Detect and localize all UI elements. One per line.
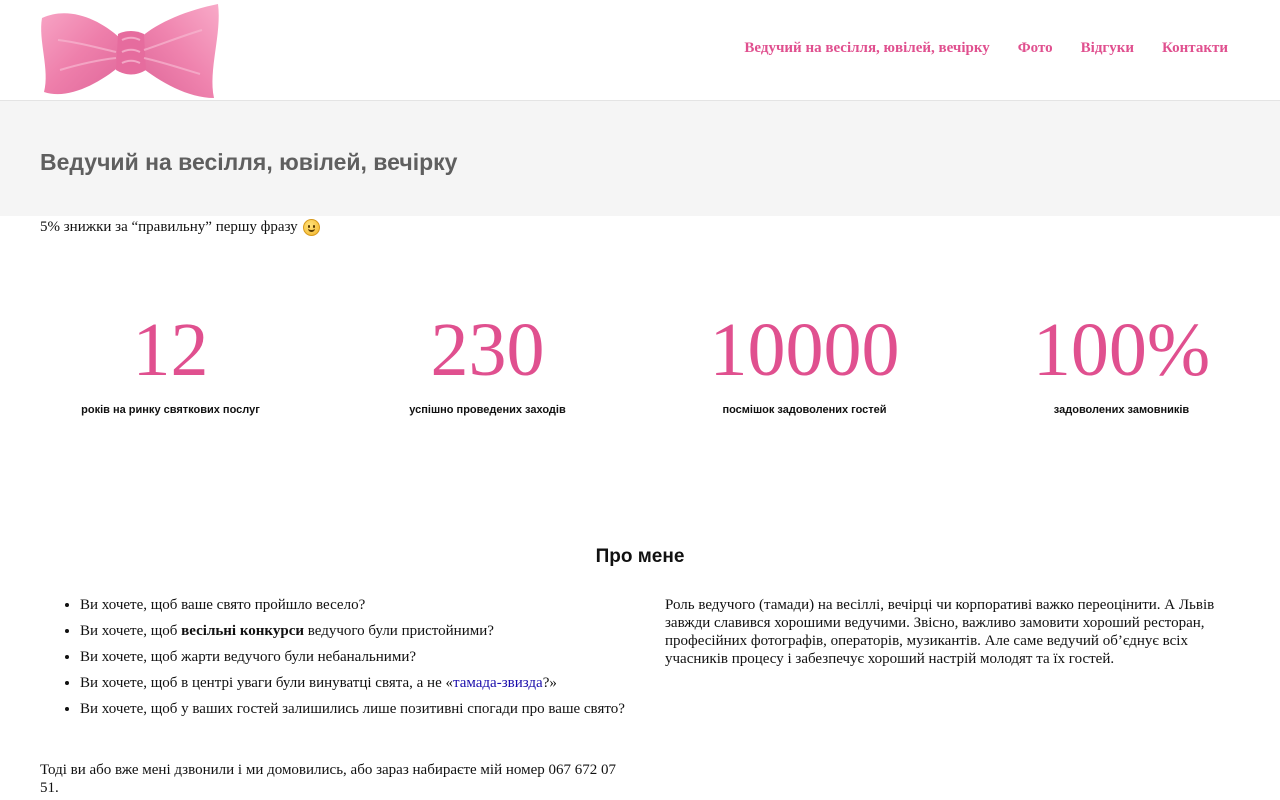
stat-number: 10000: [709, 308, 900, 392]
stat-events: [329, 300, 646, 416]
stat-number: 12: [132, 308, 209, 392]
stat-smiles: [646, 300, 963, 416]
list-item-text-after: ?»: [542, 675, 557, 691]
list-item: [80, 596, 630, 614]
list-item-text: Ви хочете, щоб у ваших гостей залишились лише позитивні спогади про ваше свято?: [80, 701, 625, 717]
list-item: [80, 700, 630, 718]
list-item-text-before: Ви хочете, щоб: [80, 623, 182, 639]
site-header: [0, 0, 1280, 101]
stat-label: успішно проведених заходів: [409, 404, 566, 416]
nav-link-reviews[interactable]: Відгуки: [1080, 40, 1135, 56]
list-item-bold: весільні конкурси: [181, 623, 305, 639]
list-item: [80, 622, 630, 640]
list-item-text-after: ведучого були пристойними?: [304, 623, 494, 639]
list-item: [80, 674, 630, 692]
promo-text-row: [40, 219, 320, 236]
bow-tie-logo-icon[interactable]: [38, 0, 222, 101]
main-nav: [744, 40, 1228, 57]
about-paragraph: Роль ведучого (тамади) на весіллі, вечірці чи корпоративі важко переоцінити. А Львів завжди славився хорошими ведучими. Звісно, важливо замовити хороший ресторан, професійних фотографів, операторів, музикантів. Але саме ведучий об’єднує всіх учасників процесу і забезпечує хороший настрій молодят та їх гостей.: [665, 597, 1215, 667]
nav-link-photo[interactable]: Фото: [1017, 40, 1053, 56]
about-question-list: [40, 596, 630, 726]
stat-label: задоволених замовників: [1053, 404, 1190, 416]
list-item: [80, 648, 630, 666]
smiley-emoji-icon: [303, 219, 320, 236]
list-item-text-before: Ви хочете, щоб в центрі уваги були винуватці свята, а не «: [80, 675, 453, 691]
page-title: Ведучий на весілля, ювілей, вечірку: [40, 149, 458, 175]
stat-years: [12, 300, 329, 416]
list-item-text: Ви хочете, щоб ваше свято пройшло весело?: [80, 597, 366, 613]
list-item-text: Ви хочете, щоб жарти ведучого були небанальними?: [80, 649, 416, 665]
promo-text: 5% знижки за “правильну” першу фразу: [40, 219, 298, 235]
stat-number: 230: [430, 308, 545, 392]
tamada-link[interactable]: тамада-звизда: [452, 675, 543, 691]
nav-link-contacts[interactable]: Контакти: [1162, 40, 1228, 56]
stat-number: 100%: [1032, 308, 1211, 392]
title-band: [0, 101, 1280, 216]
stats-section: [0, 300, 1280, 416]
nav-link-host[interactable]: Ведучий на весілля, ювілей, вечірку: [744, 40, 990, 56]
about-title: Про мене: [595, 546, 685, 567]
stat-label: років на ринку святкових послуг: [81, 404, 260, 416]
stat-label: посмішок задоволених гостей: [722, 404, 887, 416]
call-to-action-text: Тоді ви або вже мені дзвонили і ми домовились, або зараз набираєте мій номер 067 672 07 51.: [40, 762, 616, 796]
stat-satisfied: [963, 300, 1280, 416]
